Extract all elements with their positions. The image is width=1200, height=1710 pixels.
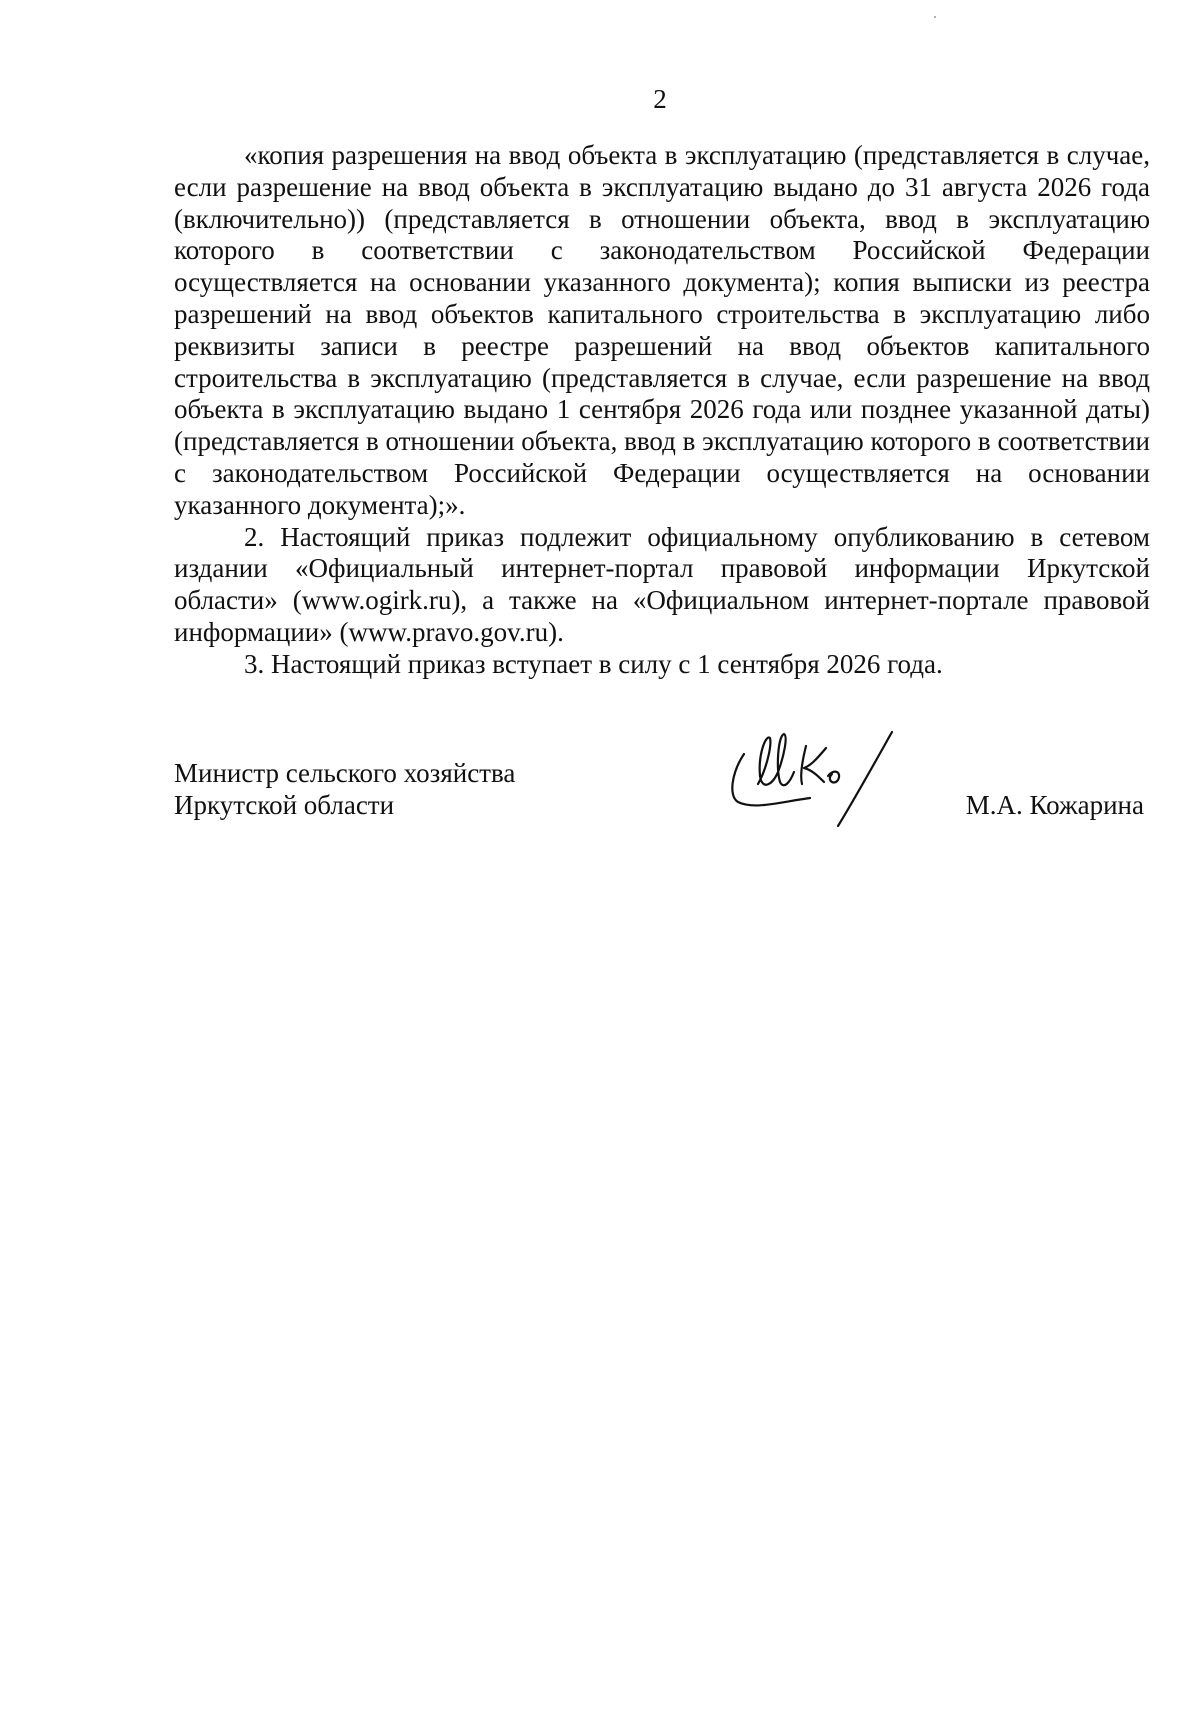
page-number: 2	[653, 84, 667, 114]
scan-speck	[934, 16, 936, 18]
signer-position	[174, 758, 515, 822]
paragraph-effective-date-clause: 3. Настоящий приказ вступает в силу с 1 сентября 2026 года.	[244, 648, 943, 679]
handwritten-signature	[714, 720, 899, 830]
signer-position-line-2: Иркутской области	[174, 789, 395, 820]
signer-position-line-1: Министр сельского хозяйства	[174, 758, 516, 788]
paragraph-amendment-text: «копия разрешения на ввод объекта в эксплуатацию (представляется в случае, если разрешение на ввод объекта в эксплуатацию выдано до 31 августа 2026 года (включительно)) (представляется в отношении объекта, ввод в эксплуатацию которого в соответствии с законодательством Российской Федерации осуществляется на основании указанного документа); копия выписки из реестра разрешений на ввод объектов капитального строительства в эксплуатацию либо реквизиты записи в реестре разрешений на ввод объектов капитального строительства в эксплуатацию (представляется в случае, если разрешение на ввод объекта в эксплуатацию выдано 1 сентября 2026 года или позднее указанной даты) (представляется в отношении объекта, ввод в эксплуатацию которого в соответствии с законодательством Российской Федерации осуществляется на основании указанного документа);».	[174, 140, 1150, 520]
signature-block	[174, 742, 1150, 842]
document-body	[174, 140, 1150, 681]
paragraph-publication-clause: 2. Настоящий приказ подлежит официальному опубликованию в сетевом издании «Официальный интернет-портал правовой информации Иркутской области» (www.ogirk.ru), а также на «Официальном интернет-портале правовой информации» (www.pravo.gov.ru).	[174, 521, 1150, 647]
signer-name: М.А. Кожарина	[965, 790, 1144, 820]
